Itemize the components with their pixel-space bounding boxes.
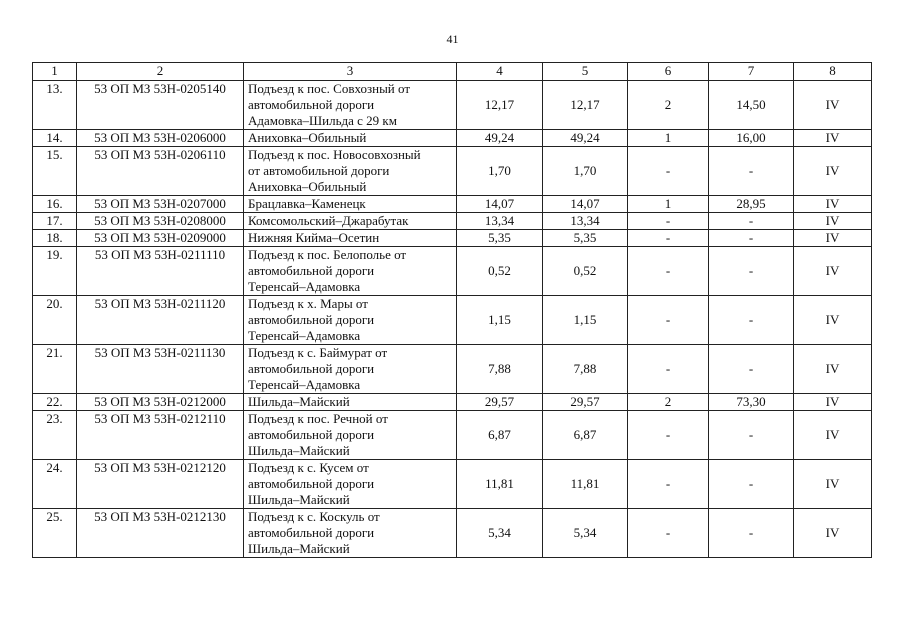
bridges-count: - bbox=[628, 247, 709, 296]
road-name-line: Нижняя Кийма–Осетин bbox=[248, 230, 380, 245]
road-name-line: автомобильной дороги bbox=[248, 427, 375, 442]
road-name-line: Подъезд к х. Мары от bbox=[248, 296, 368, 311]
table-row bbox=[33, 247, 872, 296]
road-name-line: автомобильной дороги bbox=[248, 476, 375, 491]
bridges-count: - bbox=[628, 213, 709, 230]
table-row bbox=[33, 394, 872, 411]
bridges-count: 2 bbox=[628, 394, 709, 411]
column-header: 7 bbox=[709, 63, 794, 81]
road-id-code: 53 ОП МЗ 53Н-0206110 bbox=[77, 147, 244, 196]
road-name bbox=[244, 460, 457, 509]
road-id-code: 53 ОП МЗ 53Н-0211120 bbox=[77, 296, 244, 345]
road-name bbox=[244, 130, 457, 147]
road-name-line: автомобильной дороги bbox=[248, 361, 375, 376]
length-total: 49,24 bbox=[457, 130, 543, 147]
column-header: 4 bbox=[457, 63, 543, 81]
bridges-length: - bbox=[709, 147, 794, 196]
length-total: 12,17 bbox=[457, 81, 543, 130]
road-category: IV bbox=[794, 411, 872, 460]
bridges-count: 2 bbox=[628, 81, 709, 130]
table-row bbox=[33, 411, 872, 460]
row-number: 25. bbox=[33, 509, 77, 558]
bridges-length: 16,00 bbox=[709, 130, 794, 147]
road-name-line: Подъезд к пос. Речной от bbox=[248, 411, 388, 426]
road-name bbox=[244, 345, 457, 394]
road-name-line: Подъезд к пос. Совхозный от bbox=[248, 81, 411, 96]
roads-table bbox=[32, 62, 872, 558]
length-value: 12,17 bbox=[543, 81, 628, 130]
bridges-count: - bbox=[628, 147, 709, 196]
table-body bbox=[33, 81, 872, 558]
row-number: 18. bbox=[33, 230, 77, 247]
length-value: 11,81 bbox=[543, 460, 628, 509]
table-row bbox=[33, 81, 872, 130]
road-name-line: Подъезд к пос. Новосовхозный bbox=[248, 147, 421, 162]
length-total: 14,07 bbox=[457, 196, 543, 213]
road-name bbox=[244, 411, 457, 460]
bridges-length: - bbox=[709, 247, 794, 296]
row-number: 14. bbox=[33, 130, 77, 147]
row-number: 19. bbox=[33, 247, 77, 296]
bridges-count: - bbox=[628, 230, 709, 247]
column-header: 8 bbox=[794, 63, 872, 81]
road-name-line: Подъезд к с. Коскуль от bbox=[248, 509, 380, 524]
length-total: 5,34 bbox=[457, 509, 543, 558]
road-name-line: Брацлавка–Каменецк bbox=[248, 196, 366, 211]
road-name bbox=[244, 394, 457, 411]
road-name bbox=[244, 230, 457, 247]
road-category: IV bbox=[794, 230, 872, 247]
road-name-line: автомобильной дороги bbox=[248, 525, 375, 540]
road-id-code: 53 ОП МЗ 53Н-0205140 bbox=[77, 81, 244, 130]
length-total: 1,15 bbox=[457, 296, 543, 345]
table-row bbox=[33, 196, 872, 213]
bridges-length: - bbox=[709, 411, 794, 460]
bridges-count: - bbox=[628, 460, 709, 509]
road-id-code: 53 ОП МЗ 53Н-0211110 bbox=[77, 247, 244, 296]
length-value: 29,57 bbox=[543, 394, 628, 411]
row-number: 13. bbox=[33, 81, 77, 130]
table-row bbox=[33, 296, 872, 345]
bridges-count: 1 bbox=[628, 196, 709, 213]
length-total: 1,70 bbox=[457, 147, 543, 196]
length-total: 7,88 bbox=[457, 345, 543, 394]
road-category: IV bbox=[794, 509, 872, 558]
road-id-code: 53 ОП МЗ 53Н-0212000 bbox=[77, 394, 244, 411]
road-category: IV bbox=[794, 460, 872, 509]
length-value: 5,35 bbox=[543, 230, 628, 247]
road-name-line: Подъезд к с. Баймурат от bbox=[248, 345, 388, 360]
road-name-line: Шильда–Майский bbox=[248, 541, 350, 556]
road-name-line: Шильда–Майский bbox=[248, 443, 350, 458]
length-total: 11,81 bbox=[457, 460, 543, 509]
road-name-line: автомобильной дороги bbox=[248, 312, 375, 327]
bridges-length: 14,50 bbox=[709, 81, 794, 130]
road-category: IV bbox=[794, 394, 872, 411]
row-number: 16. bbox=[33, 196, 77, 213]
road-name-line: Теренсай–Адамовка bbox=[248, 377, 361, 392]
road-id-code: 53 ОП МЗ 53Н-0209000 bbox=[77, 230, 244, 247]
road-name-line: Подъезд к с. Кусем от bbox=[248, 460, 369, 475]
road-name-line: Аниховка–Обильный bbox=[248, 130, 367, 145]
road-category: IV bbox=[794, 196, 872, 213]
table-row bbox=[33, 147, 872, 196]
length-value: 14,07 bbox=[543, 196, 628, 213]
bridges-count: 1 bbox=[628, 130, 709, 147]
road-id-code: 53 ОП МЗ 53Н-0206000 bbox=[77, 130, 244, 147]
bridges-length: - bbox=[709, 345, 794, 394]
length-value: 0,52 bbox=[543, 247, 628, 296]
column-header: 1 bbox=[33, 63, 77, 81]
row-number: 17. bbox=[33, 213, 77, 230]
table-row bbox=[33, 130, 872, 147]
road-id-code: 53 ОП МЗ 53Н-0207000 bbox=[77, 196, 244, 213]
page-number: 41 bbox=[446, 32, 459, 46]
road-id-code: 53 ОП МЗ 53Н-0211130 bbox=[77, 345, 244, 394]
table-row bbox=[33, 460, 872, 509]
row-number: 15. bbox=[33, 147, 77, 196]
column-header: 3 bbox=[244, 63, 457, 81]
bridges-length: - bbox=[709, 230, 794, 247]
road-name bbox=[244, 213, 457, 230]
column-header: 6 bbox=[628, 63, 709, 81]
road-name-line: Подъезд к пос. Белополье от bbox=[248, 247, 407, 262]
length-value: 1,15 bbox=[543, 296, 628, 345]
length-value: 49,24 bbox=[543, 130, 628, 147]
road-id-code: 53 ОП МЗ 53Н-0212120 bbox=[77, 460, 244, 509]
length-value: 5,34 bbox=[543, 509, 628, 558]
bridges-length: 73,30 bbox=[709, 394, 794, 411]
length-total: 29,57 bbox=[457, 394, 543, 411]
length-value: 6,87 bbox=[543, 411, 628, 460]
road-name bbox=[244, 296, 457, 345]
bridges-length: 28,95 bbox=[709, 196, 794, 213]
bridges-count: - bbox=[628, 345, 709, 394]
bridges-length: - bbox=[709, 509, 794, 558]
length-total: 0,52 bbox=[457, 247, 543, 296]
road-category: IV bbox=[794, 130, 872, 147]
road-category: IV bbox=[794, 147, 872, 196]
length-value: 13,34 bbox=[543, 213, 628, 230]
row-number: 22. bbox=[33, 394, 77, 411]
road-name-line: автомобильной дороги bbox=[248, 263, 375, 278]
road-name-line: Шильда–Майский bbox=[248, 492, 350, 507]
road-name-line: от автомобильной дороги bbox=[248, 163, 390, 178]
road-name bbox=[244, 247, 457, 296]
road-category: IV bbox=[794, 81, 872, 130]
header-row bbox=[33, 63, 872, 81]
road-id-code: 53 ОП МЗ 53Н-0212110 bbox=[77, 411, 244, 460]
table-row bbox=[33, 230, 872, 247]
row-number: 20. bbox=[33, 296, 77, 345]
bridges-count: - bbox=[628, 411, 709, 460]
length-value: 7,88 bbox=[543, 345, 628, 394]
road-name bbox=[244, 147, 457, 196]
bridges-length: - bbox=[709, 296, 794, 345]
road-name-line: Адамовка–Шильда с 29 км bbox=[248, 113, 397, 128]
road-id-code: 53 ОП МЗ 53Н-0212130 bbox=[77, 509, 244, 558]
road-name-line: автомобильной дороги bbox=[248, 97, 375, 112]
road-name-line: Теренсай–Адамовка bbox=[248, 328, 361, 343]
road-name-line: Аниховка–Обильный bbox=[248, 179, 367, 194]
row-number: 24. bbox=[33, 460, 77, 509]
table-row bbox=[33, 213, 872, 230]
length-total: 6,87 bbox=[457, 411, 543, 460]
road-name-line: Шильда–Майский bbox=[248, 394, 350, 409]
table-row bbox=[33, 345, 872, 394]
road-name-line: Теренсай–Адамовка bbox=[248, 279, 361, 294]
road-name-line: Комсомольский–Джарабутак bbox=[248, 213, 409, 228]
row-number: 21. bbox=[33, 345, 77, 394]
road-category: IV bbox=[794, 345, 872, 394]
bridges-length: - bbox=[709, 460, 794, 509]
column-header: 2 bbox=[77, 63, 244, 81]
road-name bbox=[244, 81, 457, 130]
road-name bbox=[244, 196, 457, 213]
bridges-length: - bbox=[709, 213, 794, 230]
bridges-count: - bbox=[628, 509, 709, 558]
column-header: 5 bbox=[543, 63, 628, 81]
table-row bbox=[33, 509, 872, 558]
length-total: 13,34 bbox=[457, 213, 543, 230]
row-number: 23. bbox=[33, 411, 77, 460]
road-category: IV bbox=[794, 213, 872, 230]
length-total: 5,35 bbox=[457, 230, 543, 247]
road-name bbox=[244, 509, 457, 558]
bridges-count: - bbox=[628, 296, 709, 345]
road-id-code: 53 ОП МЗ 53Н-0208000 bbox=[77, 213, 244, 230]
road-category: IV bbox=[794, 296, 872, 345]
road-category: IV bbox=[794, 247, 872, 296]
length-value: 1,70 bbox=[543, 147, 628, 196]
